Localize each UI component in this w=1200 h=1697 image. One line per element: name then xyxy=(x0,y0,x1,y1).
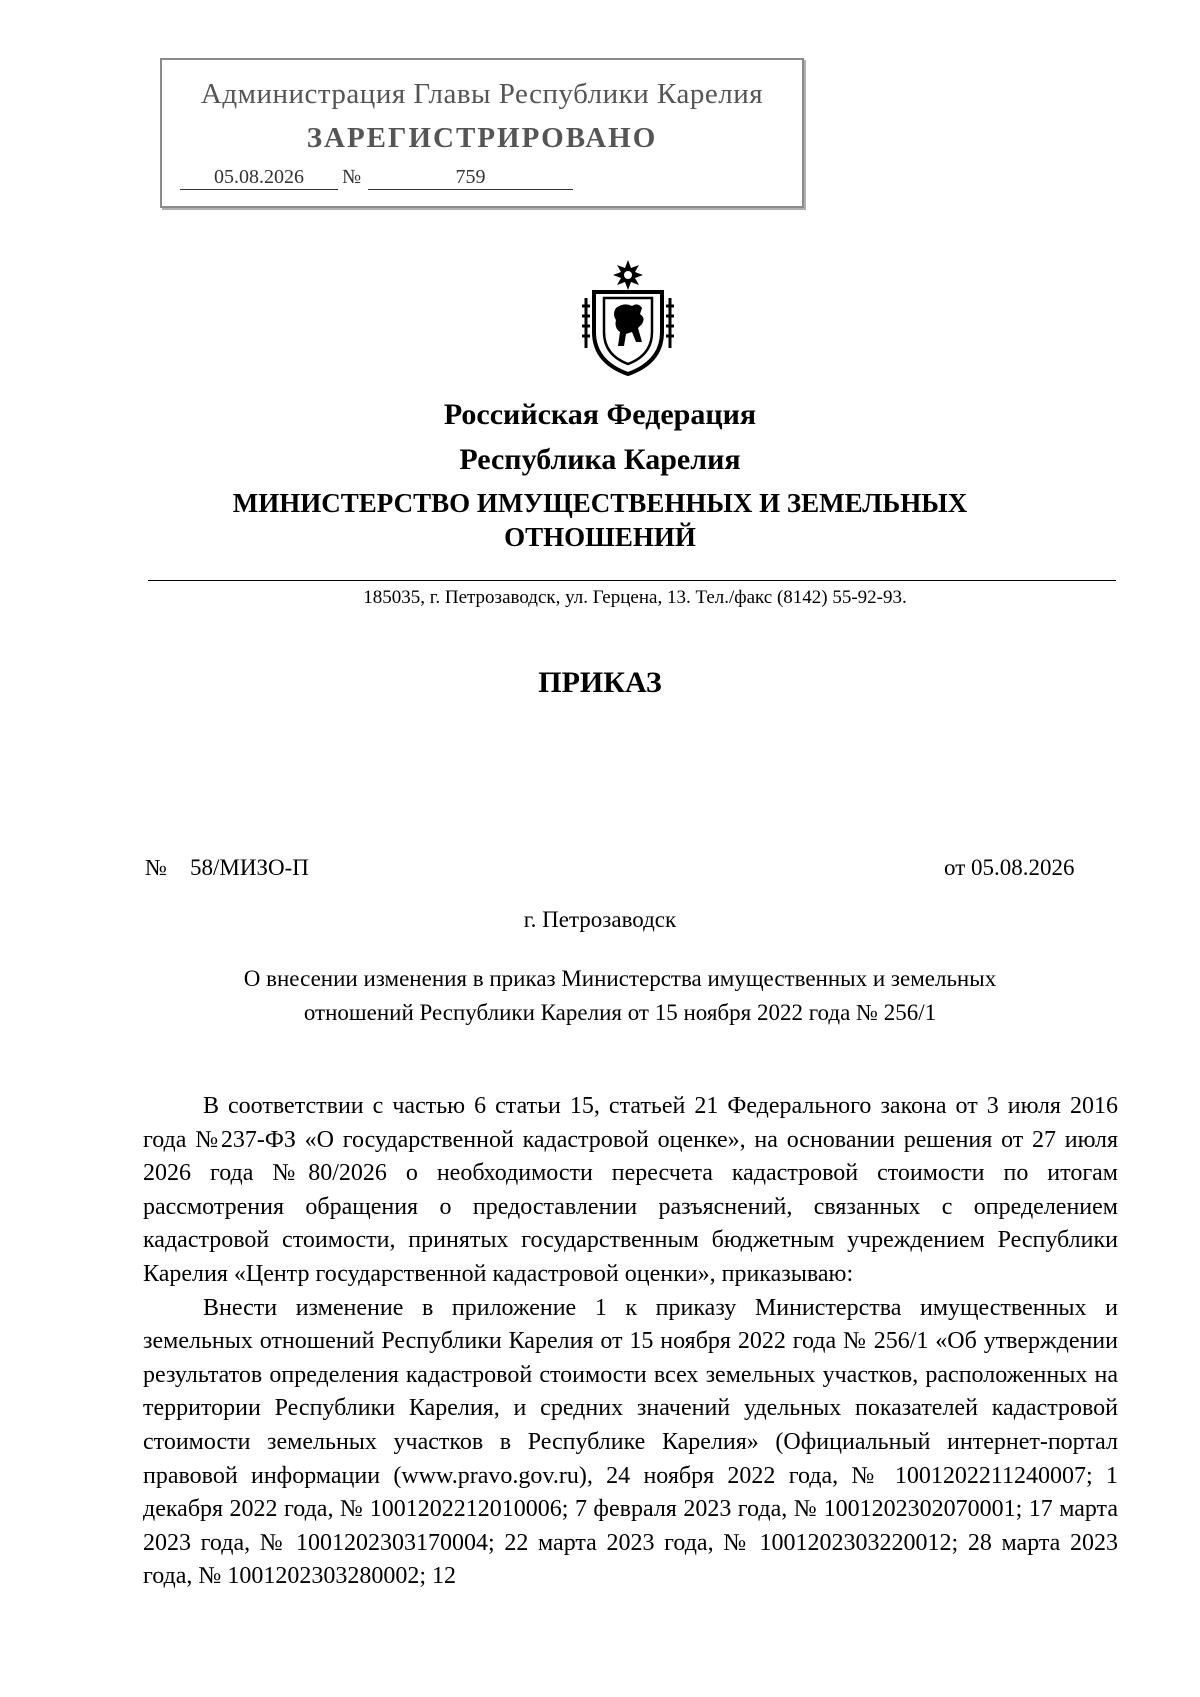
stamp-status: ЗАРЕГИСТРИРОВАНО xyxy=(306,122,658,154)
document-subject xyxy=(0,962,1200,1030)
ministry-heading-line1: МИНИСТЕРСТВО ИМУЩЕСТВЕННЫХ И ЗЕМЕЛЬНЫХ xyxy=(232,488,968,518)
karelia-coat-of-arms-icon xyxy=(580,258,676,376)
country-heading: Российская Федерация xyxy=(443,398,757,431)
stamp-number-field xyxy=(368,166,573,190)
document-number-sign: № xyxy=(145,855,167,880)
document-type: ПРИКАЗ xyxy=(538,666,662,699)
document-subject-line1: О внесении изменения в приказ Министерства имущественных и земельных xyxy=(243,966,997,991)
body-paragraph-2: Внести изменение в приложение 1 к приказу Министерства имущественных и земельных отношений Республики Карелия от 15 ноября 2022 года № 256/1 «Об утверждении результатов определения кадастровой стоимости всех земельных участков, расположенных на территории Республики Карелия, и средних значений удельных показателей кадастровой стоимости земельных участков в Республике Карелия» (Официальный интернет-портал правовой информации (www.pravo.gov.ru), 24 ноября 2022 года, № 1001202211240007; 1 декабря 2022 года, № 1001202212010006; 7 февраля 2023 года, № 1001202302070001; 17 марта 2023 года, № 1001202303170004; 22 марта 2023 года, № 1001202303220012; 28 марта 2023 года, № 1001202303280002; 12 xyxy=(143,1294,1118,1590)
header-divider xyxy=(148,580,1116,581)
stamp-date: 05.08.2026 xyxy=(180,166,338,190)
document-body xyxy=(143,1090,1118,1594)
document-subject-line2: отношений Республики Карелия от 15 ноября 2022 года № 256/1 xyxy=(303,1000,937,1025)
stamp-title: Администрация Главы Республики Карелия xyxy=(200,78,764,110)
document-date: от 05.08.2026 xyxy=(944,855,1075,880)
republic-heading: Республика Карелия xyxy=(459,443,741,476)
stamp-number-sign: № xyxy=(342,166,362,188)
ministry-heading xyxy=(0,486,1200,554)
body-paragraph-1: В соответствии с частью 6 статьи 15, статьей 21 Федерального закона от 3 июля 2016 года №237-ФЗ «О государственной кадастровой оценке», на основании решения от 27 июля 2026 года №80/2026 о необходимости пересчета кадастровой стоимости по итогам рассмотрения обращения о предоставлении разъяснений, связанных с определением кадастровой стоимости, принятых государственным бюджетным учреждением Республики Карелия «Центр государственной кадастровой оценки», приказываю: xyxy=(143,1093,1118,1287)
document-city: г. Петрозаводск xyxy=(523,907,677,932)
ministry-heading-line2: ОТНОШЕНИЙ xyxy=(504,522,696,552)
stamp-date-field xyxy=(180,166,338,190)
registration-stamp xyxy=(160,58,804,208)
document-number: 58/МИЗО-П xyxy=(190,855,309,880)
ministry-address: 185035, г. Петрозаводск, ул. Герцена, 13. Тел./факс (8142) 55-92-93. xyxy=(363,587,907,608)
stamp-number: 759 xyxy=(368,166,573,190)
